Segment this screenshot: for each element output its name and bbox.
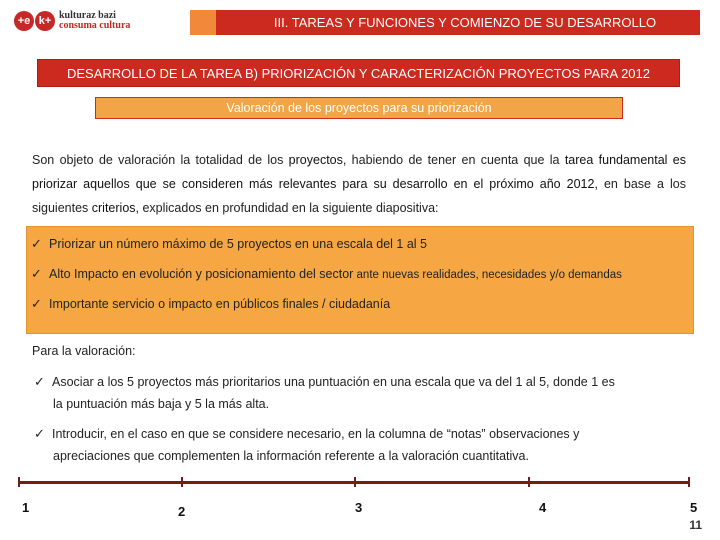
- intro-text-2: , habiendo de tener en cuenta que la: [342, 153, 565, 167]
- subsection-title: Valoración de los proyectos para su priorización: [95, 97, 623, 119]
- valuation-item-1-tail: , donde 1 es: [546, 375, 615, 389]
- scale-tick: [354, 477, 356, 487]
- criteria-item: [31, 296, 390, 312]
- check-icon: ✓: [31, 236, 42, 251]
- criteria-item: [31, 266, 622, 282]
- check-icon: ✓: [31, 266, 42, 281]
- valuation-item-2-tail: que complementen la información referente a la valoración cuantitativa.: [130, 449, 529, 463]
- check-icon: ✓: [34, 374, 45, 389]
- scale-label-2: 2: [178, 504, 186, 519]
- check-icon: ✓: [31, 296, 42, 311]
- section-title: DESARROLLO DE LA TAREA B) PRIORIZACIÓN Y CARACTERIZACIÓN PROYECTOS PARA 2012: [37, 59, 680, 87]
- logo-circle-k: k+: [35, 11, 55, 31]
- scale-tick: [688, 477, 690, 487]
- intro-bold-2: tarea fundamental es priorizar aquellos que se consideren más relevantes para su desarrollo en el próximo año 2012: [32, 153, 686, 191]
- intro-text-3: , en base a los siguientes: [32, 177, 686, 215]
- logo-line-2: consuma cultura: [59, 20, 131, 31]
- scale-tick: [528, 477, 530, 487]
- check-icon: ✓: [34, 426, 45, 441]
- page-number: 11: [689, 518, 702, 532]
- criteria-text: Priorizar un número máximo de 5 proyectos en una escala del 1 al 5: [49, 237, 427, 251]
- logo-line-1: kulturaz bazi: [59, 10, 116, 21]
- valuation-item-1-main: Asociar a los 5 proyectos más prioritarios una puntuación en una escala que va del 1 al 5: [52, 375, 547, 389]
- logo: [14, 11, 130, 31]
- logo-circle-e: +e: [14, 11, 34, 31]
- criteria-item: [31, 236, 427, 252]
- valuation-item: [34, 423, 686, 467]
- intro-text-1: Son objeto de valoración la totalidad de los: [32, 153, 289, 167]
- scale-label-3: 3: [355, 500, 363, 515]
- header-bar: [190, 10, 700, 35]
- scale-timeline: [18, 481, 690, 484]
- valuation-item-2-bold: observaciones y: [489, 427, 580, 441]
- logo-text: [59, 11, 130, 31]
- scale-tick: [18, 477, 20, 487]
- criteria-extra-text: ante nuevas realidades, necesidades y/o demandas: [353, 269, 622, 281]
- valuation-item-2-main: Introducir, en el caso en que se considere necesario, en la columna de “notas”: [52, 427, 490, 441]
- header-title: III. TAREAS Y FUNCIONES Y COMIENZO DE SU DESARROLLO: [273, 15, 657, 30]
- scale-label-1: 1: [22, 500, 30, 515]
- criteria-text: Importante servicio o impacto en públicos finales / ciudadanía: [49, 297, 391, 311]
- scale-tick: [181, 477, 183, 487]
- intro-bold-1: proyectos: [288, 153, 343, 167]
- intro-paragraph: [32, 148, 686, 220]
- valuation-item: [34, 371, 686, 415]
- valuation-label: Para la valoración:: [32, 344, 136, 358]
- valuation-item-2-cont: [34, 445, 686, 467]
- criteria-box: [26, 226, 694, 334]
- criteria-text: Alto Impacto en evolución y posicionamiento del sector: [49, 267, 354, 281]
- scale-label-4: 4: [539, 500, 547, 515]
- valuation-item-1-cont: la puntuación más baja y 5 la más alta.: [53, 397, 270, 411]
- scale-label-5: 5: [690, 500, 698, 515]
- header-stripe: [190, 10, 216, 35]
- intro-text-4: explicados en profundidad en la siguiente diapositiva:: [139, 201, 439, 215]
- intro-bold-3: criterios,: [91, 201, 139, 215]
- valuation-item-2-bold-2: apreciaciones: [53, 449, 131, 463]
